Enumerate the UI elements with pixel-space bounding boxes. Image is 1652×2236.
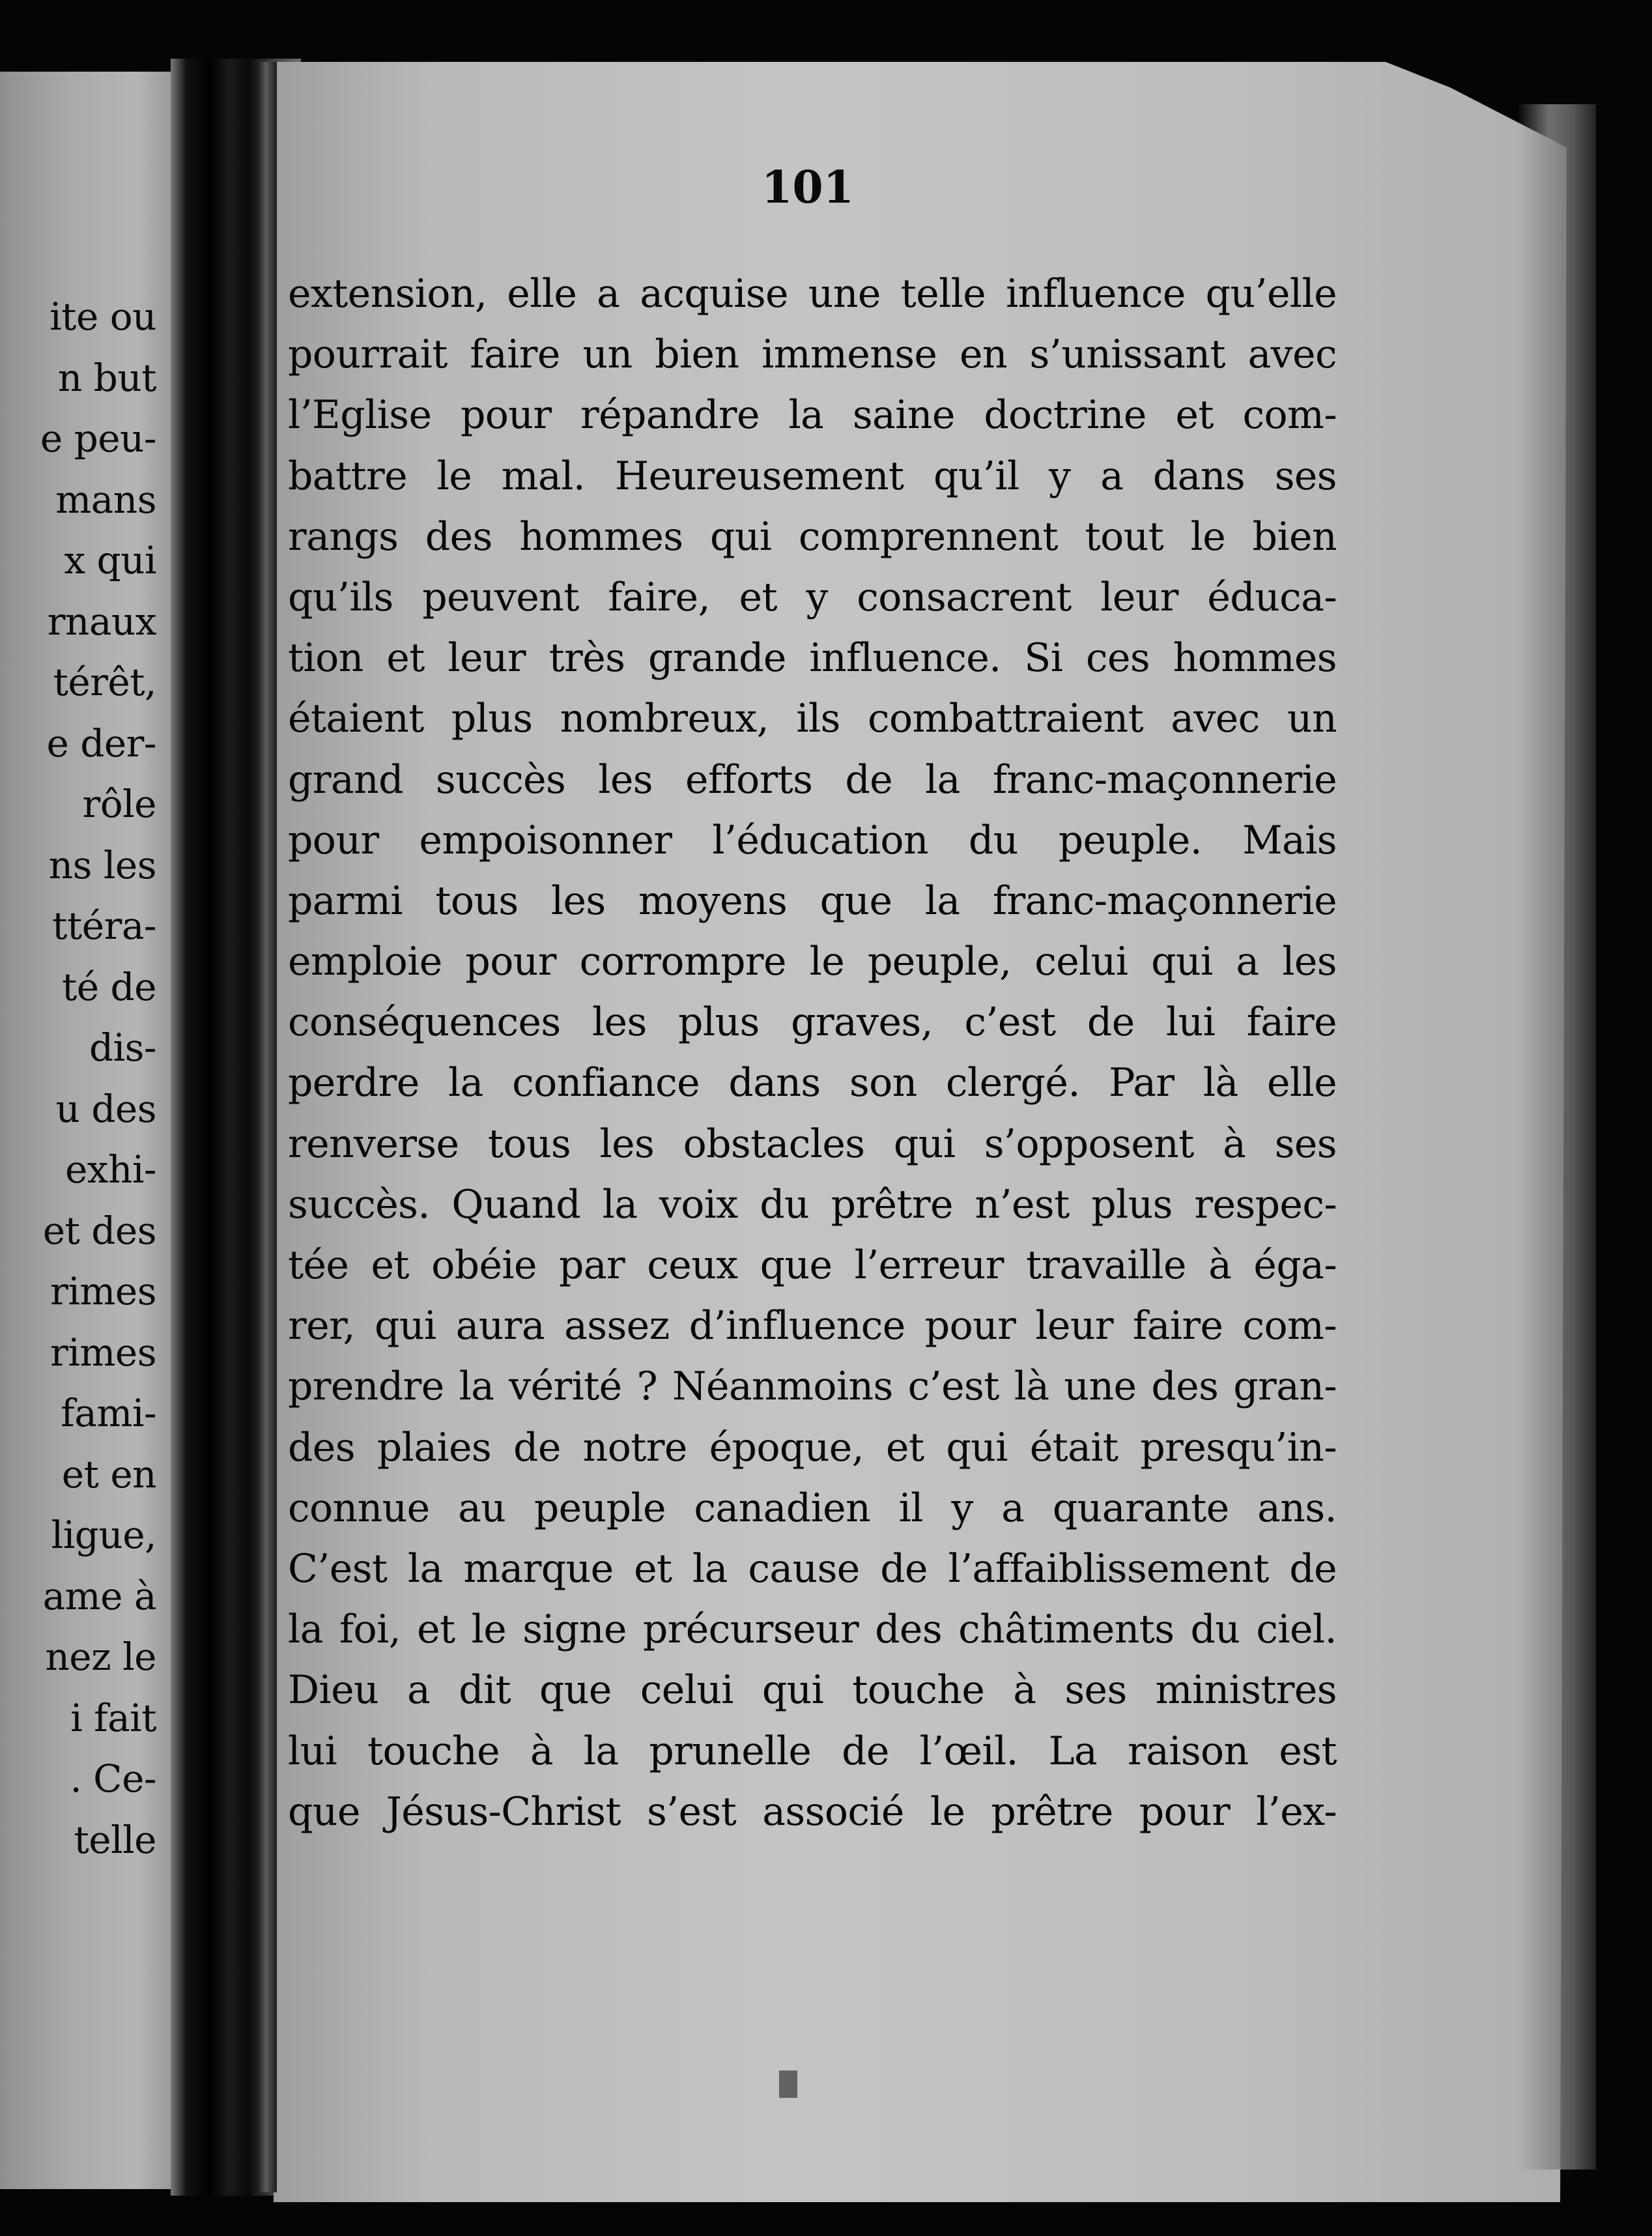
previous-page-line: rimes — [50, 1269, 156, 1313]
text-line: perdre la confiance dans son clergé. Par là elle — [288, 1060, 1337, 1106]
text-line: renverse tous les obstacles qui s’opposent à ses — [288, 1121, 1337, 1167]
text-line: lui touche à la prunelle de l’œil. La raison est — [288, 1728, 1337, 1774]
text-line: conséquences les plus graves, c’est de lui faire — [288, 999, 1337, 1046]
previous-page-line: x qui — [64, 538, 156, 582]
previous-page-line: ame à — [42, 1573, 156, 1618]
previous-page-line: ttéra- — [52, 904, 156, 948]
text-line: battre le mal. Heureusement qu’il y a dans ses — [288, 453, 1337, 499]
previous-page-line: e der- — [46, 721, 156, 766]
previous-page-line: té de — [61, 964, 156, 1009]
previous-page-line: n but — [57, 355, 156, 400]
text-line: extension, elle a acquise une telle influence qu’elle — [288, 271, 1337, 317]
text-line: qu’ils peuvent faire, et y consacrent leur éduca- — [288, 574, 1337, 620]
page-edge-shadow — [1518, 104, 1596, 2170]
text-line: emploie pour corrompre le peuple, celui qui a les — [288, 939, 1337, 985]
previous-page-line: rnaux — [47, 599, 156, 644]
text-line: succès. Quand la voix du prêtre n’est plus respec- — [288, 1181, 1337, 1227]
previous-page-line: térêt, — [53, 660, 156, 704]
text-line: tion et leur très grande influence. Si ces hommes — [288, 635, 1337, 681]
page-body-text — [288, 264, 1337, 1842]
previous-page-line: u des — [55, 1086, 156, 1131]
previous-page-line: mans — [55, 477, 156, 522]
printer-mark — [779, 2071, 797, 2098]
page-fold-crease — [257, 62, 277, 2192]
text-line: parmi tous les moyens que la franc-maçonnerie — [288, 878, 1337, 924]
text-line: étaient plus nombreux, ils combattraient avec un — [288, 696, 1337, 742]
previous-page-line: ite ou — [50, 294, 156, 339]
previous-page-line: telle — [74, 1817, 156, 1862]
text-line: la foi, et le signe précurseur des châtiments du ciel. — [288, 1607, 1337, 1653]
text-line: C’est la marque et la cause de l’affaiblissement de — [288, 1545, 1337, 1592]
previous-page-line: fami- — [61, 1391, 156, 1435]
text-line: pourrait faire un bien immense en s’unissant avec — [288, 332, 1337, 378]
previous-page-line: e peu- — [40, 416, 156, 461]
text-line: rer, qui aura assez d’influence pour leur faire com- — [288, 1303, 1337, 1349]
text-line: prendre la vérité ? Néanmoins c’est là une des gran- — [288, 1364, 1337, 1410]
text-line: Dieu a dit que celui qui touche à ses ministres — [288, 1667, 1337, 1713]
text-line: l’Eglise pour répandre la saine doctrine et com- — [288, 392, 1337, 438]
previous-page-strip — [0, 72, 171, 2189]
text-line: tée et obéie par ceux que l’erreur travaille à éga- — [288, 1242, 1337, 1288]
text-line: des plaies de notre époque, et qui était presqu’in- — [288, 1424, 1337, 1470]
previous-page-line: rimes — [50, 1330, 156, 1375]
previous-page-line: . Ce- — [70, 1756, 156, 1801]
text-line: rangs des hommes qui comprennent tout le bien — [288, 513, 1337, 560]
previous-page-line: nez le — [45, 1635, 156, 1679]
text-line: pour empoisonner l’éducation du peuple. Mais — [288, 817, 1337, 863]
page-number: 101 — [762, 162, 854, 214]
previous-page-line: dis- — [89, 1025, 156, 1070]
text-line: connue au peuple canadien il y a quarante ans. — [288, 1485, 1337, 1531]
text-line: que Jésus-Christ s’est associé le prêtre pour l’ex- — [288, 1788, 1337, 1835]
previous-page-line: ns les — [48, 842, 156, 887]
previous-page-line: ligue, — [51, 1513, 156, 1557]
previous-page-text — [40, 287, 156, 1870]
previous-page-line: i fait — [70, 1695, 156, 1740]
previous-page-line: rôle — [82, 782, 156, 826]
previous-page-line: et en — [61, 1452, 156, 1497]
text-line: grand succès les efforts de la franc-maçonnerie — [288, 756, 1337, 803]
previous-page-line: et des — [42, 1208, 156, 1253]
previous-page-line: exhi- — [64, 1147, 156, 1192]
